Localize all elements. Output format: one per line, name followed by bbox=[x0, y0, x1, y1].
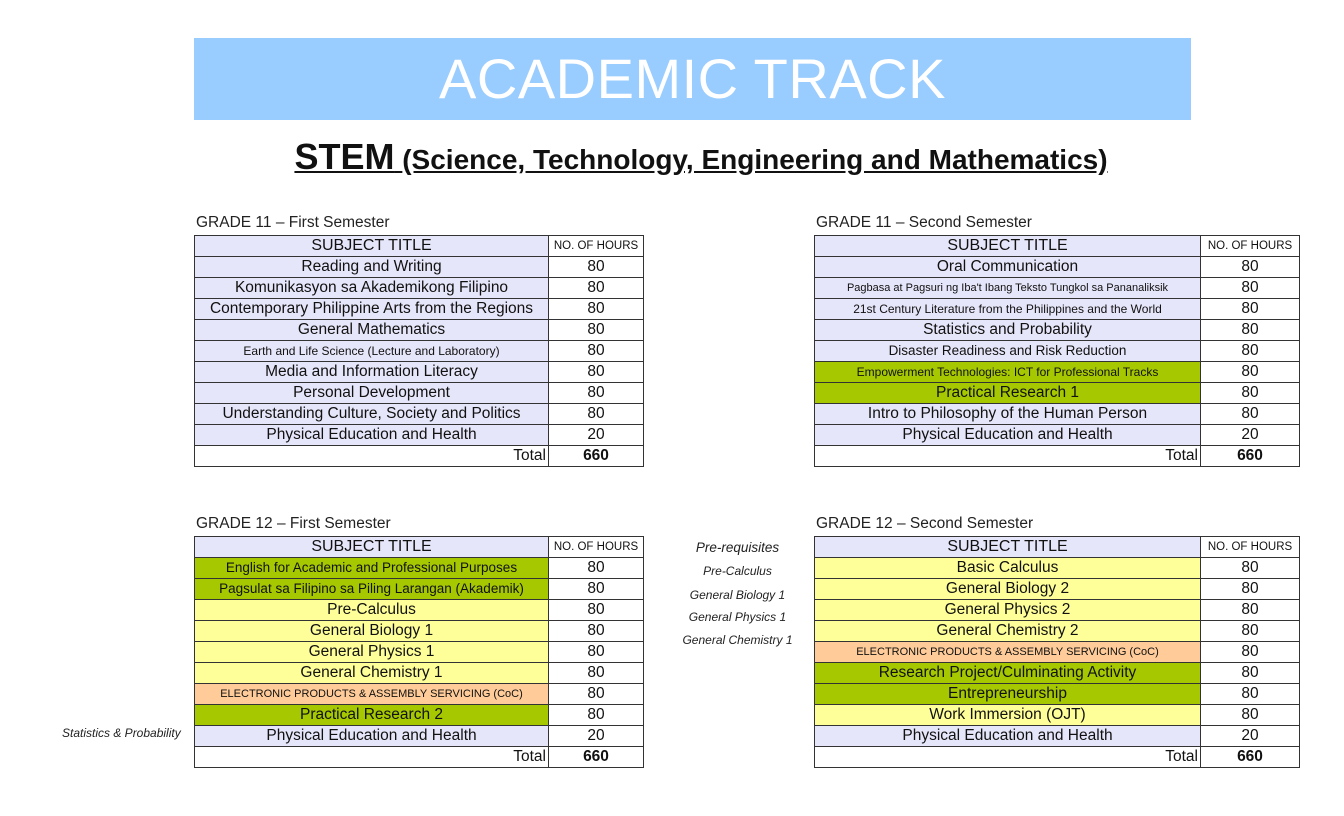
subject-cell: Contemporary Philippine Arts from the Regions bbox=[195, 299, 549, 320]
prerequisite-item: General Biology 1 bbox=[689, 588, 786, 602]
hours-cell: 80 bbox=[549, 278, 644, 299]
subject-title-header: SUBJECT TITLE bbox=[815, 236, 1201, 257]
hours-cell: 80 bbox=[549, 320, 644, 341]
g12s1-table bbox=[194, 536, 644, 768]
total-row bbox=[815, 747, 1300, 768]
table-row bbox=[195, 404, 644, 425]
table-row bbox=[815, 278, 1300, 299]
hours-cell: 80 bbox=[1201, 579, 1300, 600]
prerequisite-item: General Chemistry 1 bbox=[682, 633, 793, 647]
hours-cell: 20 bbox=[1201, 726, 1300, 747]
subject-cell: Physical Education and Health bbox=[195, 726, 549, 747]
hours-cell: 80 bbox=[549, 579, 644, 600]
table-row bbox=[815, 684, 1300, 705]
subject-cell: Entrepreneurship bbox=[815, 684, 1201, 705]
table-row bbox=[815, 425, 1300, 446]
table-row bbox=[815, 621, 1300, 642]
subject-cell: 21st Century Literature from the Philippines and the World bbox=[815, 299, 1201, 320]
subject-cell: General Physics 2 bbox=[815, 600, 1201, 621]
strand-title bbox=[0, 136, 1344, 178]
hours-cell: 80 bbox=[1201, 404, 1300, 425]
subject-cell: General Chemistry 1 bbox=[195, 663, 549, 684]
hours-cell: 20 bbox=[1201, 425, 1300, 446]
table-row bbox=[195, 579, 644, 600]
subject-title-header: SUBJECT TITLE bbox=[195, 236, 549, 257]
hours-cell: 80 bbox=[549, 600, 644, 621]
banner-title: ACADEMIC TRACK bbox=[194, 38, 1191, 120]
subject-cell: General Physics 1 bbox=[195, 642, 549, 663]
g11s1-table bbox=[194, 235, 644, 467]
hours-cell: 80 bbox=[1201, 383, 1300, 404]
hours-cell: 80 bbox=[549, 383, 644, 404]
subject-title-header: SUBJECT TITLE bbox=[195, 537, 549, 558]
table-header bbox=[815, 236, 1300, 257]
subject-cell: Reading and Writing bbox=[195, 257, 549, 278]
hours-cell: 80 bbox=[549, 642, 644, 663]
hours-cell: 80 bbox=[1201, 558, 1300, 579]
subject-cell: Work Immersion (OJT) bbox=[815, 705, 1201, 726]
hours-cell: 80 bbox=[549, 558, 644, 579]
table-row bbox=[195, 705, 644, 726]
hours-cell: 80 bbox=[549, 684, 644, 705]
subject-cell: General Biology 2 bbox=[815, 579, 1201, 600]
table-row bbox=[195, 341, 644, 362]
table-row bbox=[815, 320, 1300, 341]
hours-cell: 80 bbox=[549, 705, 644, 726]
hours-cell: 80 bbox=[549, 257, 644, 278]
table-header bbox=[195, 236, 644, 257]
table-header bbox=[815, 537, 1300, 558]
hours-cell: 80 bbox=[1201, 299, 1300, 320]
g11s2-table bbox=[814, 235, 1300, 467]
table-row bbox=[195, 621, 644, 642]
total-value: 660 bbox=[1201, 446, 1300, 467]
subject-cell: Personal Development bbox=[195, 383, 549, 404]
hours-cell: 20 bbox=[549, 726, 644, 747]
hours-cell: 80 bbox=[1201, 278, 1300, 299]
table-row bbox=[815, 663, 1300, 684]
table-row bbox=[195, 362, 644, 383]
subject-cell: Basic Calculus bbox=[815, 558, 1201, 579]
g11s1-label: GRADE 11 – First Semester bbox=[196, 214, 390, 231]
g12s1-label: GRADE 12 – First Semester bbox=[196, 515, 391, 532]
subject-cell: Komunikasyon sa Akademikong Filipino bbox=[195, 278, 549, 299]
hours-cell: 80 bbox=[1201, 621, 1300, 642]
subject-cell: Practical Research 1 bbox=[815, 383, 1201, 404]
hours-cell: 80 bbox=[549, 621, 644, 642]
total-row bbox=[815, 446, 1300, 467]
total-value: 660 bbox=[549, 446, 644, 467]
total-row bbox=[195, 747, 644, 768]
table-row bbox=[815, 383, 1300, 404]
table-row bbox=[195, 257, 644, 278]
table-row bbox=[195, 684, 644, 705]
prerequisite-item: General Physics 1 bbox=[688, 610, 787, 624]
hours-cell: 80 bbox=[549, 341, 644, 362]
table-row bbox=[195, 320, 644, 341]
hours-cell: 80 bbox=[549, 404, 644, 425]
subject-cell: Physical Education and Health bbox=[815, 726, 1201, 747]
hours-cell: 80 bbox=[1201, 320, 1300, 341]
hours-cell: 80 bbox=[1201, 705, 1300, 726]
table-row bbox=[195, 642, 644, 663]
total-value: 660 bbox=[549, 747, 644, 768]
prerequisites-heading: Pre-requisites bbox=[695, 540, 780, 555]
hours-cell: 80 bbox=[1201, 257, 1300, 278]
subject-cell: English for Academic and Professional Purposes bbox=[195, 558, 549, 579]
table-row bbox=[815, 299, 1300, 320]
g12s1-side-note: Statistics & Probability bbox=[62, 726, 181, 740]
subject-cell: General Chemistry 2 bbox=[815, 621, 1201, 642]
prerequisite-item: Pre-Calculus bbox=[703, 564, 772, 578]
g12s2-label: GRADE 12 – Second Semester bbox=[816, 515, 1034, 532]
table-row bbox=[195, 383, 644, 404]
subject-cell: Physical Education and Health bbox=[195, 425, 549, 446]
table-row bbox=[815, 579, 1300, 600]
hours-cell: 80 bbox=[1201, 642, 1300, 663]
hours-cell: 80 bbox=[1201, 663, 1300, 684]
total-label: Total bbox=[195, 446, 549, 467]
total-label: Total bbox=[815, 446, 1201, 467]
total-value: 660 bbox=[1201, 747, 1300, 768]
table-header bbox=[195, 537, 644, 558]
hours-cell: 80 bbox=[1201, 600, 1300, 621]
g12s2-table bbox=[814, 536, 1300, 768]
hours-header: NO. OF HOURS bbox=[549, 537, 644, 558]
table-row bbox=[815, 642, 1300, 663]
subject-cell: Research Project/Culminating Activity bbox=[815, 663, 1201, 684]
hours-header: NO. OF HOURS bbox=[549, 236, 644, 257]
subject-cell: ELECTRONIC PRODUCTS & ASSEMBLY SERVICING (CoC) bbox=[195, 684, 549, 705]
subject-cell: Statistics and Probability bbox=[815, 320, 1201, 341]
table-row bbox=[195, 425, 644, 446]
total-row bbox=[195, 446, 644, 467]
subject-cell: Pagbasa at Pagsuri ng Iba't Ibang Teksto Tungkol sa Pananaliksik bbox=[815, 278, 1201, 299]
subject-cell: Disaster Readiness and Risk Reduction bbox=[815, 341, 1201, 362]
subject-cell: Practical Research 2 bbox=[195, 705, 549, 726]
table-row bbox=[815, 600, 1300, 621]
hours-header: NO. OF HOURS bbox=[1201, 537, 1300, 558]
hours-header: NO. OF HOURS bbox=[1201, 236, 1300, 257]
hours-cell: 80 bbox=[1201, 341, 1300, 362]
table-row bbox=[815, 257, 1300, 278]
total-label: Total bbox=[195, 747, 549, 768]
table-row bbox=[195, 600, 644, 621]
subject-cell: General Biology 1 bbox=[195, 621, 549, 642]
total-label: Total bbox=[815, 747, 1201, 768]
subject-cell: Oral Communication bbox=[815, 257, 1201, 278]
subject-cell: Empowerment Technologies: ICT for Professional Tracks bbox=[815, 362, 1201, 383]
subject-cell: ELECTRONIC PRODUCTS & ASSEMBLY SERVICING (CoC) bbox=[815, 642, 1201, 663]
table-row bbox=[195, 299, 644, 320]
subject-cell: Understanding Culture, Society and Politics bbox=[195, 404, 549, 425]
table-row bbox=[815, 362, 1300, 383]
table-row bbox=[195, 663, 644, 684]
hours-cell: 80 bbox=[1201, 362, 1300, 383]
table-row bbox=[815, 726, 1300, 747]
hours-cell: 20 bbox=[549, 425, 644, 446]
hours-cell: 80 bbox=[549, 663, 644, 684]
subject-cell: Media and Information Literacy bbox=[195, 362, 549, 383]
table-row bbox=[815, 558, 1300, 579]
subject-cell: Physical Education and Health bbox=[815, 425, 1201, 446]
hours-cell: 80 bbox=[549, 299, 644, 320]
table-row bbox=[815, 705, 1300, 726]
subject-cell: Earth and Life Science (Lecture and Laboratory) bbox=[195, 341, 549, 362]
hours-cell: 80 bbox=[549, 362, 644, 383]
table-row bbox=[195, 278, 644, 299]
strand-full-name: (Science, Technology, Engineering and Mathematics) bbox=[402, 144, 1108, 175]
subject-cell: Intro to Philosophy of the Human Person bbox=[815, 404, 1201, 425]
table-row bbox=[815, 404, 1300, 425]
subject-title-header: SUBJECT TITLE bbox=[815, 537, 1201, 558]
subject-cell: Pre-Calculus bbox=[195, 600, 549, 621]
hours-cell: 80 bbox=[1201, 684, 1300, 705]
strand-acronym: STEM bbox=[294, 136, 395, 177]
table-row bbox=[195, 726, 644, 747]
table-row bbox=[195, 558, 644, 579]
subject-cell: Pagsulat sa Filipino sa Piling Larangan (Akademik) bbox=[195, 579, 549, 600]
subject-cell: General Mathematics bbox=[195, 320, 549, 341]
table-row bbox=[815, 341, 1300, 362]
g11s2-label: GRADE 11 – Second Semester bbox=[816, 214, 1032, 231]
